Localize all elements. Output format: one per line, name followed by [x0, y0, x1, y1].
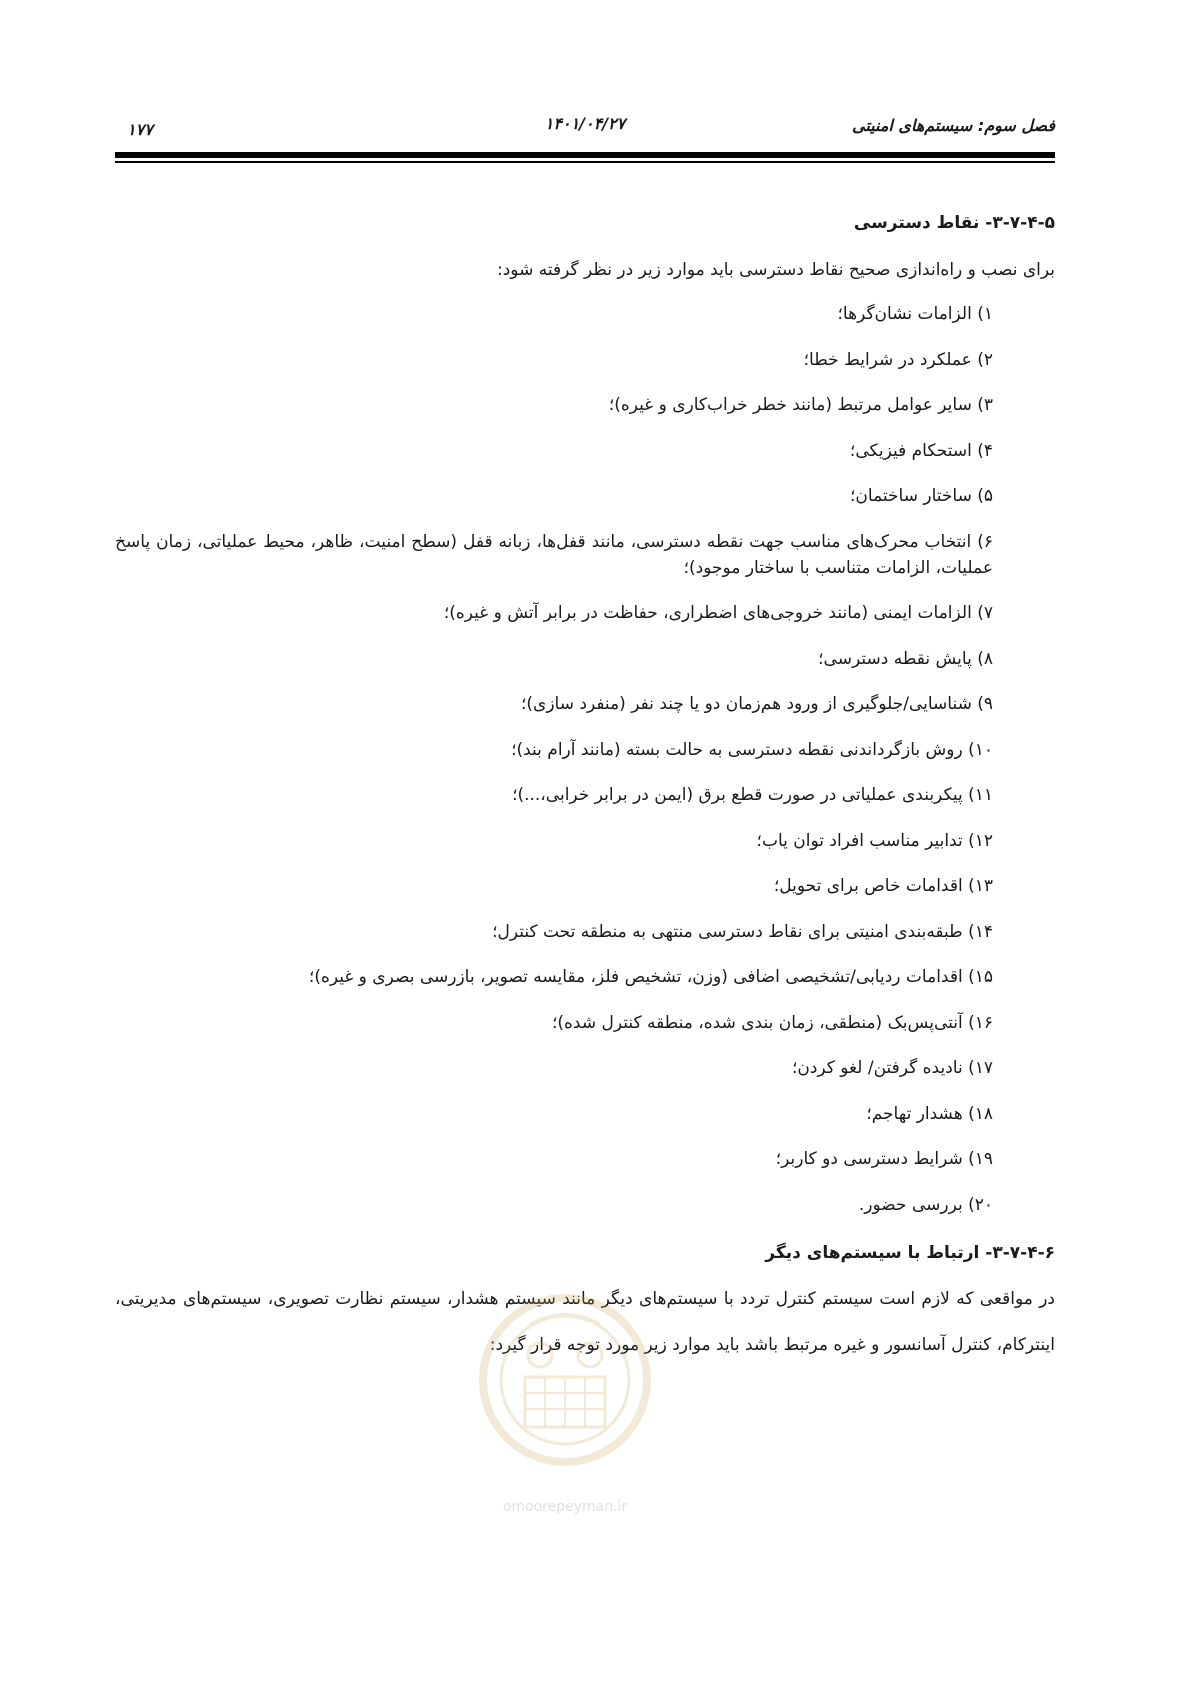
- requirements-list: [115, 301, 1055, 1218]
- list-item: ۱۱) پیکربندی عملیاتی در صورت قطع برق (ایمن در برابر خرابی،...)؛: [512, 785, 993, 805]
- list-item: ۶) انتخاب محرک‌های مناسب جهت نقطه دسترسی، مانند قفل‌ها، زبانه قفل (سطح امنیت، ظاهر، محیط عملیاتی، زمان پاسخ عملیات، الزامات متناسب با ساختار موجود)؛: [115, 531, 993, 578]
- section-paragraph: در مواقعی که لازم است سیستم کنترل تردد با سیستم‌های دیگر مانند سیستم هشدار، سیستم نظارت تصویری، سیستم‌های مدیریتی، اینترکام، کنترل آسانسور و غیره مرتبط باشد باید موارد زیر مورد توجه قرار گیرد:: [115, 1288, 1055, 1355]
- page-number: ۱۷۷: [127, 120, 153, 139]
- list-item: ۱۵) اقدامات ردیابی/تشخیصی اضافی (وزن، تشخیص فلز، مقایسه تصویر، بازرسی بصری و غیره)؛: [308, 967, 993, 987]
- header-rule-thin: [115, 161, 1055, 163]
- list-item: ۸) پایش نقطه دسترسی؛: [818, 648, 993, 669]
- list-item: ۲۰) بررسی حضور.: [858, 1194, 993, 1215]
- section-heading-access-points: ۳-۷-۴-۵- نقاط دسترسی: [853, 213, 1055, 233]
- list-item: ۱۳) اقدامات خاص برای تحویل؛: [773, 876, 993, 896]
- list-item: ۱۷) نادیده گرفتن/ لغو کردن؛: [791, 1058, 993, 1078]
- list-item: ۱۴) طبقه‌بندی امنیتی برای نقاط دسترسی منتهی به منطقه تحت کنترل؛: [492, 921, 993, 942]
- list-item: ۱۰) روش بازگرداندنی نقطه دسترسی به حالت بسته (مانند آرام بند)؛: [511, 739, 993, 760]
- list-item: ۱۹) شرایط دسترسی دو کاربر؛: [775, 1149, 993, 1169]
- list-item: ۱۸) هشدار تهاجم؛: [866, 1103, 993, 1124]
- list-item: ۳) سایر عوامل مرتبط (مانند خطر خراب‌کاری و غیره)؛: [608, 395, 993, 415]
- list-item: ۱) الزامات نشان‌گرها؛: [837, 304, 993, 324]
- section-heading-integration: ۳-۷-۴-۶- ارتباط با سیستم‌های دیگر: [765, 1242, 1055, 1263]
- list-item: ۵) ساختار ساختمان؛: [850, 486, 993, 506]
- list-item: ۱۲) تدابیر مناسب افراد توان یاب؛: [756, 830, 993, 851]
- page-content: [115, 210, 1055, 1368]
- header-date: ۱۴۰۱/۰۴/۲۷: [544, 114, 626, 133]
- page-header: [115, 110, 1055, 140]
- watermark-site: omoorepeyman.ir: [502, 1499, 628, 1515]
- chapter-title: فصل سوم: سیستم‌های امنیتی: [852, 116, 1055, 135]
- list-item: ۴) استحکام فیزیکی؛: [849, 440, 993, 461]
- list-item: ۱۶) آنتی‌پس‌بک (منطقی، زمان بندی شده، منطقه کنترل شده)؛: [551, 1012, 993, 1033]
- section-intro: برای نصب و راه‌اندازی صحیح نقاط دسترسی باید موارد زیر در نظر گرفته شود:: [497, 260, 1055, 280]
- list-item: ۹) شناسایی/جلوگیری از ورود هم‌زمان دو یا چند نفر (منفرد سازی)؛: [521, 694, 993, 714]
- list-item: ۲) عملکرد در شرایط خطا؛: [803, 349, 993, 370]
- list-item: ۷) الزامات ایمنی (مانند خروجی‌های اضطراری، حفاظت در برابر آتش و غیره)؛: [443, 603, 993, 623]
- header-rule-thick: [115, 152, 1055, 158]
